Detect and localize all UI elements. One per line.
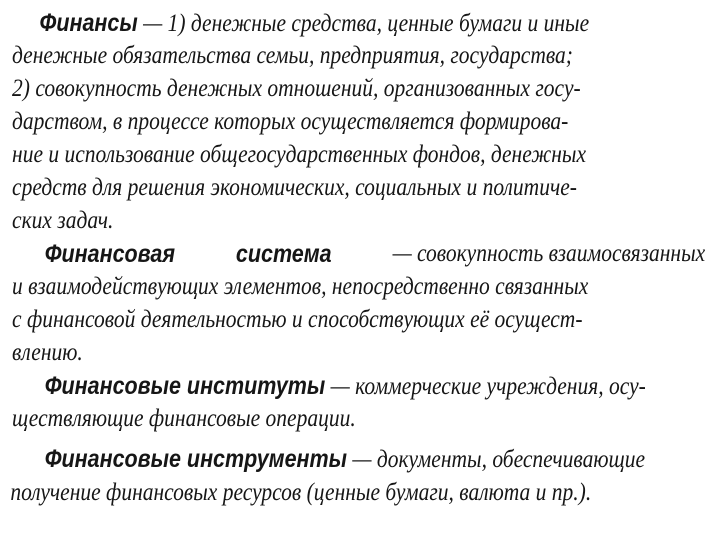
definition-text: влению. xyxy=(12,339,83,366)
definition-text: с финансовой деятельностью и способствующих её осущест- xyxy=(12,306,583,333)
definition-finances-line-3 xyxy=(12,74,581,104)
definition-text: 2) совокупность денежных отношений, организованных госу- xyxy=(12,75,581,102)
definition-text: ских задач. xyxy=(12,207,114,234)
definition-financial-institutions-line-1 xyxy=(45,371,646,401)
definition-text: средств для решения экономических, социальных и политиче- xyxy=(12,174,577,201)
definition-text: и взаимодействующих элементов, непосредственно связанных xyxy=(12,273,589,300)
definition-financial-instruments-line-1 xyxy=(45,444,645,474)
definition-financial-system-line-4 xyxy=(12,338,83,368)
definition-finances-line-2 xyxy=(12,41,573,71)
definition-financial-system-line-1 xyxy=(45,239,705,269)
definition-text: получение финансовых ресурсов (ценные бумаги, валюта и пр.). xyxy=(10,479,592,506)
definition-finances-line-5 xyxy=(12,140,586,170)
definition-financial-instruments-line-2 xyxy=(10,478,591,508)
definition-text: ществляющие финансовые операции. xyxy=(12,405,356,432)
definition-text: — документы, обеспечивающие xyxy=(346,446,646,473)
definition-text: ние и использование общегосударственных фондов, денежных xyxy=(12,141,587,168)
definition-text: денежные обязательства семьи, предприятия, государства; xyxy=(12,42,573,69)
definition-finances-line-1 xyxy=(40,8,711,38)
definition-finances-line-4 xyxy=(12,107,568,137)
definition-financial-system-line-2 xyxy=(12,272,588,302)
definition-text: дарством, в процессе которых осуществляется формирова- xyxy=(12,108,569,135)
definition-financial-system-line-3 xyxy=(12,305,582,335)
term-financial-institutions: Финансовые институты xyxy=(44,372,326,400)
definition-text: — 1) денежные средства, ценные бумаги и иные xyxy=(137,10,590,37)
term-financial-system-word-2: система xyxy=(235,240,332,268)
term-financial-system-word-1: Финансовая xyxy=(44,240,175,268)
term-financial-instruments: Финансовые инструменты xyxy=(44,445,347,473)
definition-finances-line-7 xyxy=(12,206,113,236)
definition-text: — совокупность взаимосвязанных xyxy=(392,240,706,267)
definition-text: — коммерческие учреждения, осу- xyxy=(325,373,646,400)
term-finances: Финансы xyxy=(39,9,138,37)
definition-finances-line-6 xyxy=(12,173,577,203)
definition-financial-institutions-line-2 xyxy=(12,404,356,434)
